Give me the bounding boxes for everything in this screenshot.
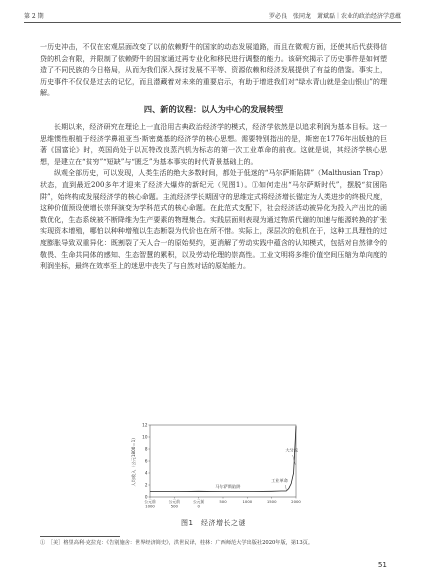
issue-label: 第 2 期 bbox=[24, 13, 44, 20]
annotation-industrial-revolution: 工业革命 bbox=[271, 478, 288, 483]
economic-growth-chart bbox=[118, 421, 318, 514]
annotation-great-divergence: 大分流 bbox=[285, 447, 298, 453]
paragraph: 长期以来，经济研究在理论上一直沿用古典政治经济学的模式，经济学依然是以追求利润为基本目标。这一思维惯性根植于经济学鼻祖亚当·斯密奠基的经济学的核心思想。需要特别指出的是，斯密在1776年出版他的巨著《国富论》时，英国尚处于以瓦特改良蒸汽机为标志的第一次工业革命的前夜。这就是说，其经济学核心思想，是建立在“贫穷”“短缺”与“匮乏”为基本事实的时代背景基础上的。 bbox=[40, 123, 387, 166]
body-bottom bbox=[40, 122, 387, 273]
paragraph: 一历史冲击，不仅在宏观层面改变了以前依赖野牛的国家的动态发展道路，而且在微观方面，还使其后代获得信贷的机会有限，并限制了依赖野牛的国家通过再专业化和移民进行调整的能力。该研究揭示了历史事件是如何塑造了不同民族的今日格局，从而为我们深入探讨发展不平等、资源依赖和经济发展提供了有益的借鉴。事实上，历史事件不仅仅是过去的记忆，而且潜藏着对未来的重要启示，有助于增进我们对“绿水青山就是金山银山”的理解。 bbox=[40, 43, 387, 98]
running-header bbox=[24, 11, 401, 21]
x-tick-label: 公元前 bbox=[192, 499, 205, 504]
y-tick-label: 10 bbox=[142, 434, 148, 440]
annotation-malthusian-trap: 马尔萨斯陷阱 bbox=[215, 484, 241, 489]
page-number: 51 bbox=[377, 560, 387, 569]
y-tick-label: 4 bbox=[144, 470, 148, 476]
header-rule bbox=[24, 22, 401, 23]
y-axis-label: 人均收入（公元1800＝1） bbox=[131, 435, 136, 487]
x-tick-label: 0 bbox=[197, 503, 200, 509]
x-tick-label: 公元前 bbox=[168, 499, 181, 504]
paragraph: 纵观全部历史，可以发现，人类生活的绝大多数时间，都处于低迷的“马尔萨斯陷阱”（Malthusian Trap）状态，直到最近200多年才迎来了经济大爆炸的新纪元（见图1）。①如何走出“马尔萨斯时代”，摆脱“贫困陷阱”，始终构成发展经济学的核心命题。主流经济学长期固守的思维定式将经济增长锚定为人类进步的终极尺度，这种价值预设使增长崇拜演变为学科范式的核心命题。在此范式支配下，社会经济活动被异化为投入产出比的函数优化，生态系统被不断降维为生产要素的物理集合。实践层面则表现为通过物质代谢的加速与能源转换的扩张实现资本增殖，哪怕以种种增殖以生态断裂为代价也在所不惜。实际上，深层次的危机在于，这种工具理性的过度膨胀导致双重异化：既割裂了天人合一的原始契约，更消解了劳动实践中蕴含的认知模式，包括对自然律令的敬畏、生命共同体的感知、生态智慧的累积，以及劳动伦理的崇高性。工业文明将多维价值空间压缩为单向度的利润坐标，最终在效率至上的迷思中丧失了与自然对话的原始能力。 bbox=[40, 169, 387, 271]
x-tick-label: 1000 bbox=[145, 503, 155, 509]
footnote: ① ［美］格里高利·克拉克：《告别施舍：世界经济简史》，洪世民译，桂林：广西师范大学出版社2020年版，第13页。 bbox=[40, 540, 314, 546]
section-heading: 四、新的议程：以人为中心的发展转型 bbox=[143, 104, 284, 114]
annotation-pointer bbox=[285, 485, 286, 490]
x-tick-label: 1000 bbox=[242, 499, 253, 504]
x-tick-label: 500 bbox=[170, 503, 178, 509]
body-top bbox=[40, 42, 387, 100]
footnote-rule bbox=[40, 536, 120, 537]
y-tick-label: 2 bbox=[144, 482, 148, 488]
x-tick-label: 1500 bbox=[266, 499, 277, 504]
x-tick-label: 2000 bbox=[291, 499, 301, 504]
x-tick-label: 500 bbox=[219, 499, 227, 504]
x-tick-label: 公元前 bbox=[144, 499, 156, 504]
y-tick-label: 8 bbox=[144, 446, 148, 452]
y-tick-label: 12 bbox=[142, 422, 148, 428]
authors-title: 罗必良 张同龙 萧斌磊｜农业的政治经济学意蕴 bbox=[268, 13, 401, 20]
y-tick-label: 6 bbox=[144, 458, 148, 464]
y-tick-label: 0 bbox=[144, 494, 148, 500]
figure-caption: 图1 经济增长之谜 bbox=[181, 519, 246, 527]
